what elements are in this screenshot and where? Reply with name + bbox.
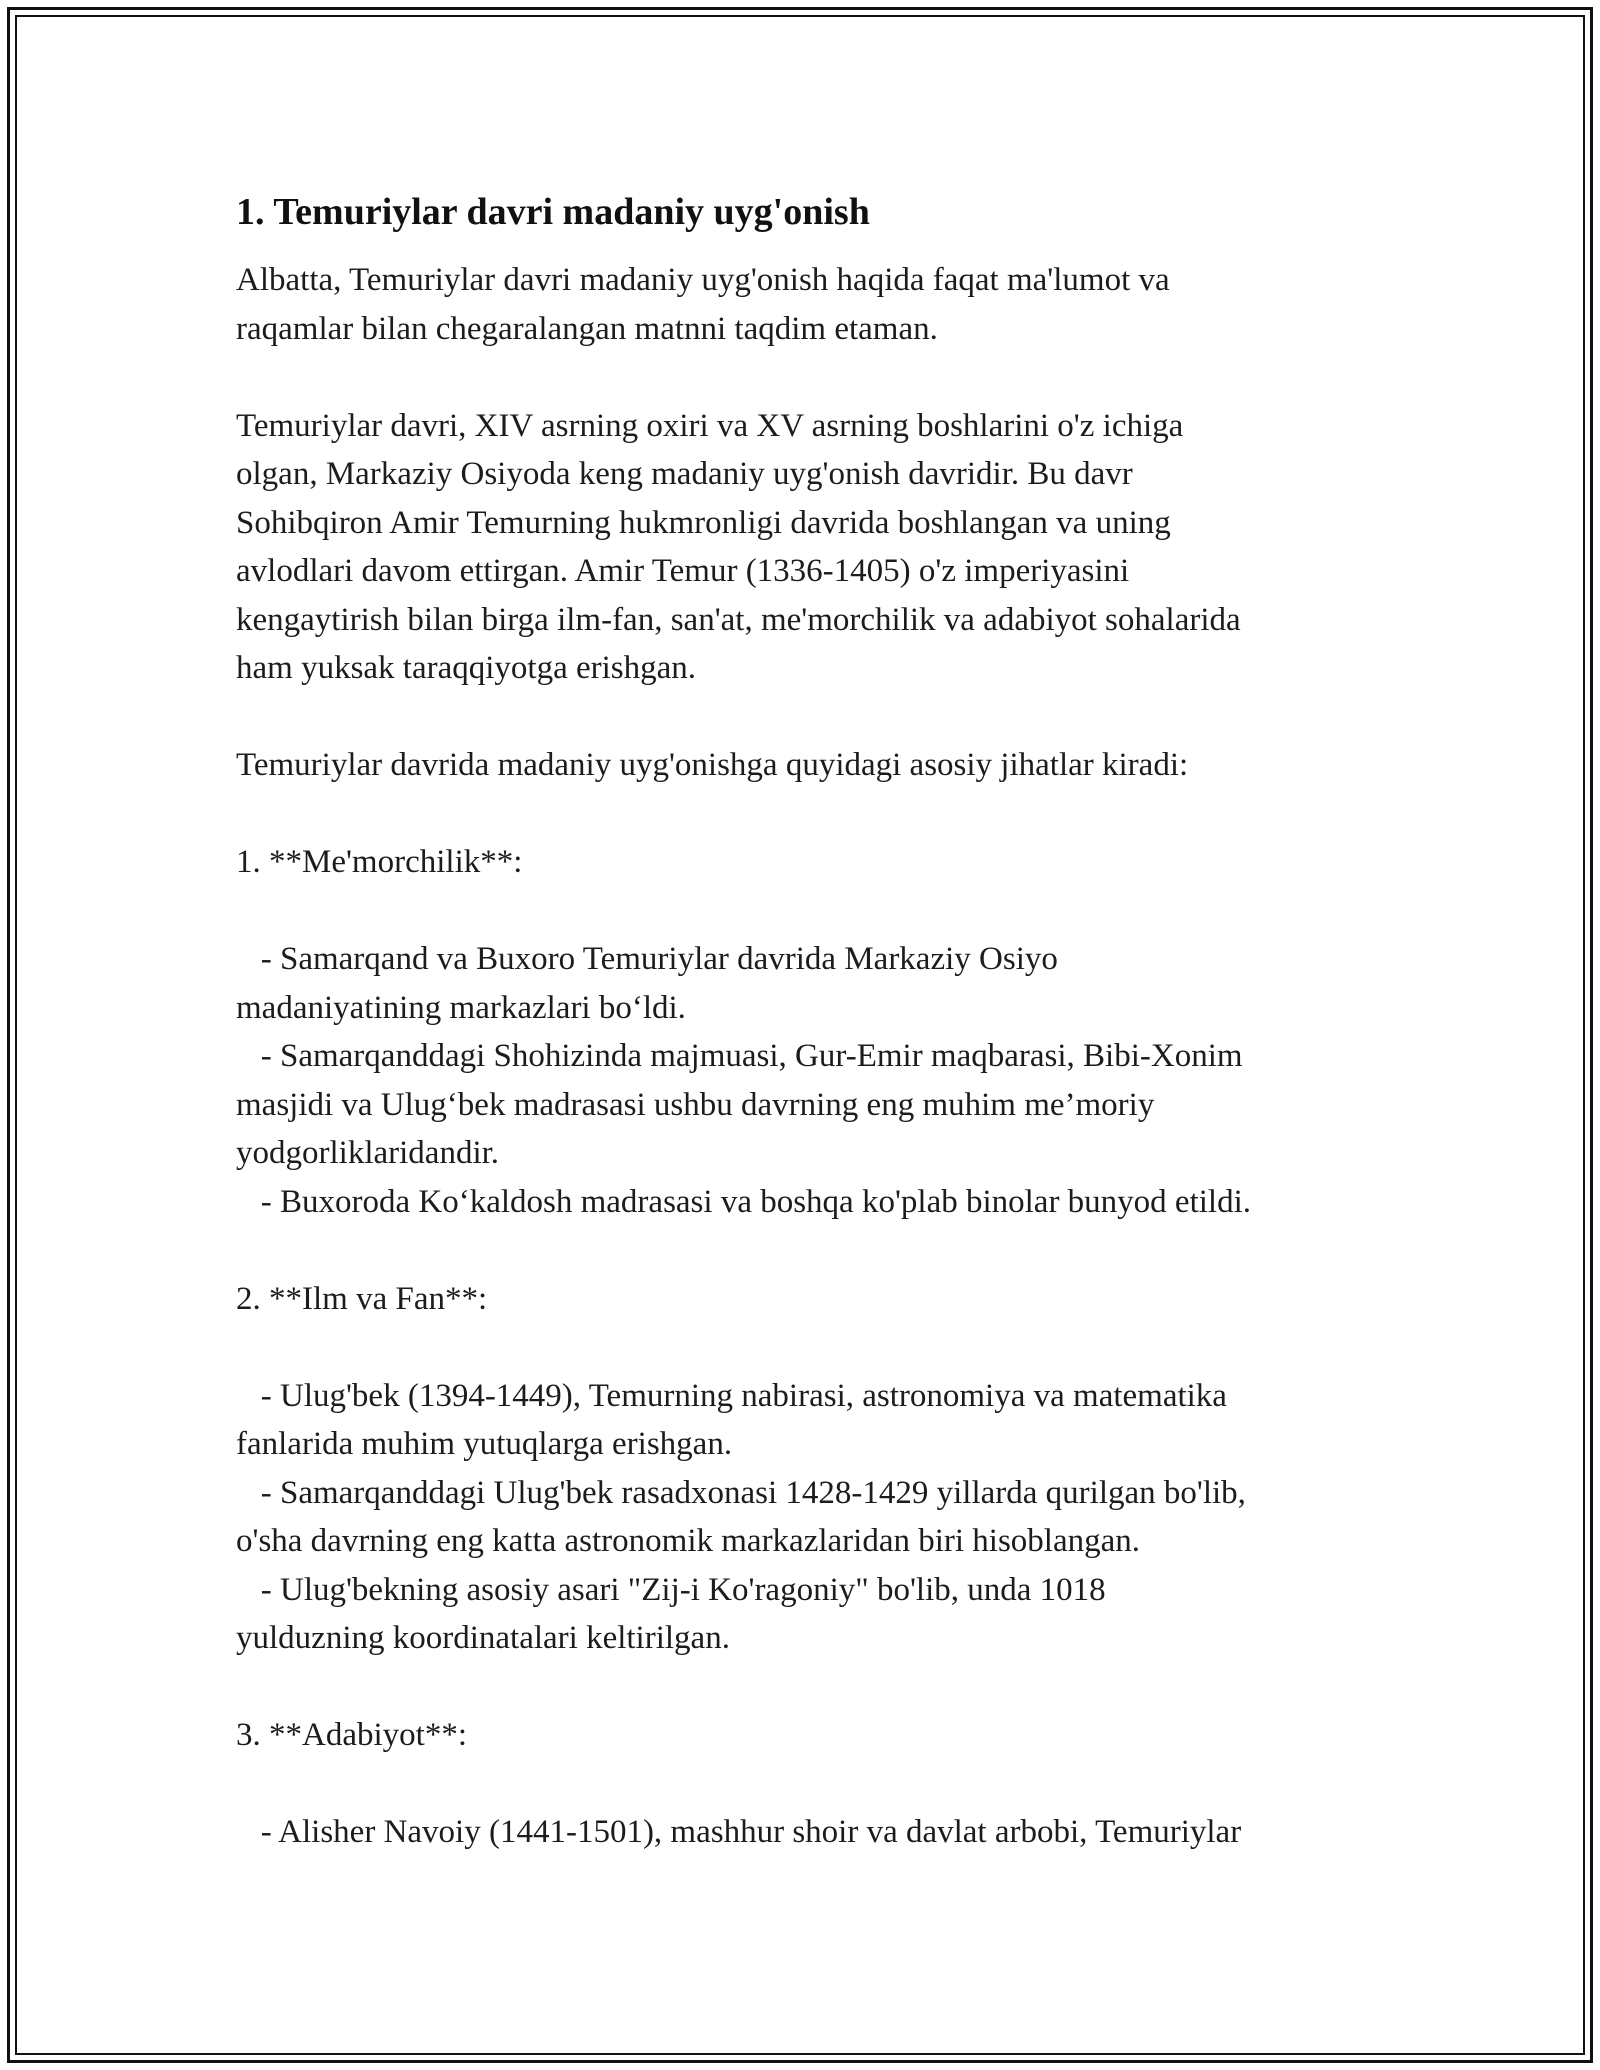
document-heading: 1. Temuriylar davri madaniy uyg'onish — [236, 191, 870, 233]
paragraph-gap — [236, 1760, 1406, 1809]
history-paragraph: Temuriylar davri, XIV asrning oxiri va XV asrning boshlarini o'z ichiga olgan, Markaziy Osiyoda keng madaniy uyg'onish davridir. Bu davr Sohibqiron Amir Temurning hukmronligi davrida boshlangan va uning avlodlari davom ettirgan. Amir Temur (1336-1405) o'z imperiyasini kengaytirish bilan birga ilm-fan, san'at, me'morchilik va adabiyot sohalarida ham yuksak taraqqiyotga erishgan. — [236, 407, 1241, 686]
intro-paragraph: Albatta, Temuriylar davri madaniy uyg'onish haqida faqat ma'lumot va raqamlar bilan chegaralangan matnni taqdim etaman. — [236, 262, 1170, 347]
section-science-title: 2. **Ilm va Fan**: — [236, 1280, 488, 1317]
paragraph-gap — [236, 693, 1406, 742]
section-literature-body: - Alisher Navoiy (1441-1501), mashhur shoir va davlat arbobi, Temuriylar — [236, 1814, 1242, 1850]
section-architecture-body: - Samarqand va Buxoro Temuriylar davrida Markaziy Osiyo madaniyatining markazlari bo‘ldi. - Samarqanddagi Shohizinda majmuasi, Gur-Emir maqbarasi, Bibi-Xonim masjidi va Ulug‘bek madrasasi ushbu davrning eng muhim me’moriy yodgorliklaridandir. - Buxoroda Ko‘kaldosh madrasasi va boshqa ko'plab binolar bunyod etildi. — [236, 941, 1252, 1220]
document-body — [236, 188, 1406, 1857]
section-science-body: - Ulug'bek (1394-1449), Temurning nabirasi, astronomiya va matematika fanlarida muhim yutuqlarga erishgan. - Samarqanddagi Ulug'bek rasadxonasi 1428-1429 yillarda qurilgan bo'lib, o'sha davrning eng katta astronomik markazlaridan biri hisoblangan. - Ulug'bekning asosiy asari "Zij-i Ko'ragoniy" bo'lib, unda 1018 yulduzning koordinatalari keltirilgan. — [236, 1377, 1246, 1656]
paragraph-gap — [236, 1663, 1406, 1712]
paragraph-gap — [236, 887, 1406, 936]
paragraph-gap — [236, 353, 1406, 402]
section-literature-title: 3. **Adabiyot**: — [236, 1717, 467, 1753]
paragraph-gap — [236, 1323, 1406, 1372]
paragraph-gap — [236, 1226, 1406, 1275]
paragraph-gap — [236, 790, 1406, 839]
section-architecture-title: 1. **Me'morchilik**: — [236, 844, 523, 880]
aspects-intro-paragraph: Temuriylar davrida madaniy uyg'onishga quyidagi asosiy jihatlar kiradi: — [236, 747, 1189, 783]
